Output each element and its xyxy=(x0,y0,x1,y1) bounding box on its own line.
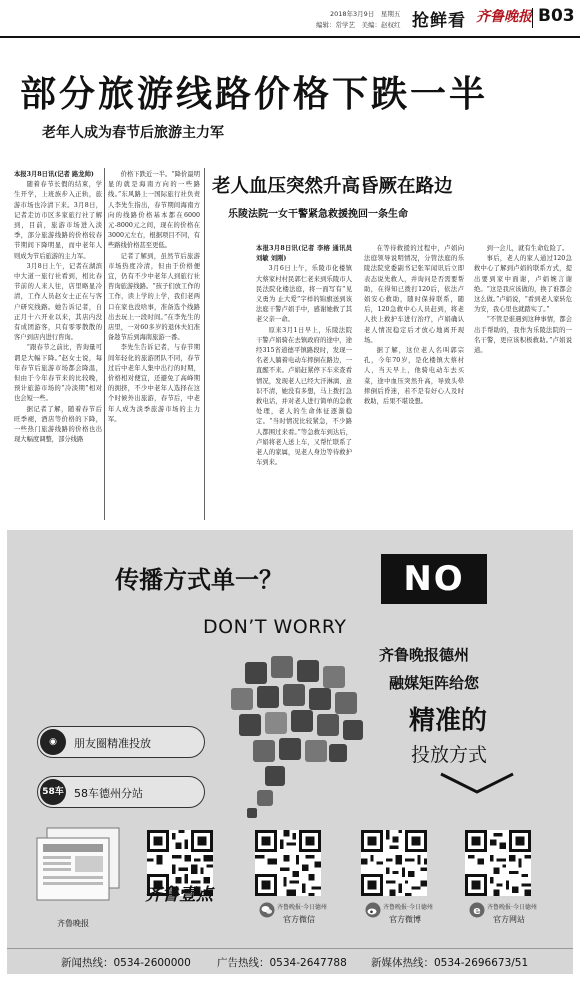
qr-label-wechat: 官方微信 xyxy=(283,915,315,924)
ad-dont-worry: DON’T WORRY xyxy=(203,616,347,638)
hotline-bar xyxy=(7,948,573,970)
paragraph: 3月6日上午，乐陵市化楼镇大蔡家村村民郭仁老来到乐陵市人民法院化楼法庭，将一面写有“见义勇为 止大爱”字样的锦旗送到该法庭干警卢娟手中，感谢她救了其老父亲一命。 xyxy=(256,265,352,324)
qr-caption: 齐鲁晚报·今日德州 xyxy=(487,904,537,911)
browser-e-icon xyxy=(469,902,485,918)
header-divider xyxy=(532,8,533,28)
chevron-down-icon xyxy=(437,770,517,798)
editor-credit: 编辑：常学艺 美编：赵权红 xyxy=(316,21,401,29)
qr-label-weibo: 官方微博 xyxy=(389,915,421,924)
ad-right-line-3: 精准的 xyxy=(409,706,488,736)
advertisement xyxy=(7,530,573,974)
paragraph: 原来3月1日早上，乐陵法院干警卢娟骑在去镇政府的途中，途经315省道德平镇路段时，发现一名老人躺着电动车摔倒在路边，一直醒不来。卢娟赶紧停下车来查看情况，发现老人已经大汗淋漓、意识不清，她没有多想，马上拨打急救电话，并对老人进行简单的急救处理，老人的生命体征逐渐稳定。“当时情况比较紧急，不少路人都围过来看。”等急救车到达后，卢娟将老人送上车，又帮忙联系了老人的家属，见老人身边等待救护车到来。 xyxy=(256,326,352,467)
article2-column-2 xyxy=(364,244,464,520)
column-divider xyxy=(104,168,105,520)
qr-caption: 齐鲁晚报·今日德州 xyxy=(277,904,327,911)
thumb-caption: 齐鲁晚报 xyxy=(57,919,89,928)
svg-text:e: e xyxy=(473,904,481,917)
article2-column-3 xyxy=(474,244,572,520)
qr-label-website: 官方网站 xyxy=(493,915,525,924)
pill-label: 58车德州分站 xyxy=(74,787,143,800)
ad-hotline: 广告热线：0534-2647788 xyxy=(217,957,347,969)
ad-right-line-4: 投放方式 xyxy=(411,744,488,766)
issue-date: 2018年3月9日 星期五 xyxy=(330,10,401,18)
wechat-moments-pill xyxy=(37,726,205,758)
new-media-hotline: 新媒体热线：0534-2696673/51 xyxy=(371,957,529,969)
news-hotline: 新闻热线：0534-2600000 xyxy=(61,957,191,969)
article1-column-2 xyxy=(108,170,200,518)
page-number: B03 xyxy=(538,6,575,26)
article2-headline: 老人血压突然升高昏厥在路边 xyxy=(212,176,453,197)
qr-code-icon xyxy=(255,830,321,896)
paragraph: “不管是谁遇到这种事情，都会出手帮助的，我作为乐陵法院的一名干警，更应该积极救助。”卢娟说道。 xyxy=(474,316,572,355)
ad-question: 传播方式单一？ xyxy=(115,566,283,594)
subheadline: 老年人成为春节后旅游主力军 xyxy=(42,125,224,141)
paragraph: 在等待救援的过程中，卢娟向法庭领导说明情况，分管法庭的乐陵法院党委副书记张军闻讯后立即表态说先救人，并询问是否需要帮助，在得知已拨打120后，依法卢娟安心救助，随时保持联系，随后，120急救中心人员赶到，将老人扶上救护车进行治疗，卢娟确认老人情况稳定后才放心地离开现场。 xyxy=(364,245,464,344)
weibo-icon xyxy=(365,902,381,918)
article2-dateline: 本报3月8日讯(记者 李榕 通讯员 刘敏 刘刚) xyxy=(256,245,352,263)
pill-label: 朋友圈精准投放 xyxy=(74,737,151,750)
paragraph: “跟春节之前比，咨询量可谓是大幅下降。”赵女士说，每年春节后旅游市场都会降温，但由于今年春节来的比较晚，预计旅游市场的“冷淡期”相对也会短一些。 xyxy=(14,344,102,403)
headline: 部分旅游线路价格下跌一半 xyxy=(20,74,489,115)
page-header xyxy=(0,0,580,38)
paragraph: 李先生告诉记者，与春节期间年轻化的旅游团队不同，春节过后中老年人集中出行的时期，价格相对便宜，还避免了高峰期的拥挤，不少中老年人选择在这个时候外出旅游，春节后，中老年人成为淡季旅游市场的主力军。 xyxy=(108,344,200,423)
ad-right-line-2: 融媒矩阵给您 xyxy=(389,674,480,692)
58car-logo-icon: 58车 xyxy=(40,779,66,805)
paragraph: 随着春节长假的结束，学生开学，上班族步入正轨，旅游市场也冷清下来。3月8日，记者走访市区多家旅行社了解到，目前，旅游市场进入淡季，部分旅游线路的价格较春节期间下降明显，而中老年人则成为节后旅游的主力军。 xyxy=(14,181,102,260)
paragraph: 3月8日上午，记者在湖滨中大道一旅行社看到，相比春节前的人来人往，店里略显冷清，工作人员赵女士正在与客户研究线路。她告诉记者，自正月十六开业以来，其店内没有成团游客，只有零零散散的客户到店内进行咨询。 xyxy=(14,262,102,342)
58car-pill xyxy=(37,776,205,808)
wechat-icon xyxy=(259,902,275,918)
article1-dateline: 本报3月8日讯(记者 路龙帅) xyxy=(14,171,94,178)
camera-shutter-icon: ◉ xyxy=(40,729,66,755)
article1-column-1 xyxy=(14,170,102,518)
column-divider xyxy=(204,168,205,520)
paragraph: 据记者了解，随着春节后旺季褪，酒店等价格的下降，一些热门旅游线路的价格也出现大幅度调整，部分线路 xyxy=(14,405,102,444)
paragraph: 据了解，这位老人名叫郭宗孔，今年70岁，是化楼镇大蔡村人，当天早上，他骑电动车去买菜，途中血压突然升高，导致头晕摔倒后昏迷，若不是有好心人及时救助，后果不堪设想。 xyxy=(364,347,464,406)
ad-right-line-1: 齐鲁晚报德州 xyxy=(379,646,470,664)
qilu-yidian-brand: 齐鲁壹点 xyxy=(145,885,213,905)
ad-no-badge: NO xyxy=(381,554,487,604)
qr-code-icon xyxy=(361,830,427,896)
newspaper-thumbnail xyxy=(29,826,123,912)
paragraph: 到一会儿，就有生命危险了。 xyxy=(486,245,569,252)
article2-subheadline: 乐陵法院一女干警紧急救援挽回一条生命 xyxy=(228,209,408,220)
qr-code-icon xyxy=(465,830,531,896)
qr-caption: 齐鲁晚报·今日德州 xyxy=(383,904,433,911)
paragraph: 记者了解到，虽然节后旅游市场热度冷清，但由于价格便宜，仍有不少中老年人到旅行社咨询旅游线路。“孩子们放工作的工作，读上学的上学，我们老两口在家也没啥事，准备选个线路出去玩上一段时间。”在李先生的店里，一对60多岁的退休夫妇准备趁节后到海南旅游一番。 xyxy=(108,252,200,342)
newspaper-logo: 齐鲁晚报 xyxy=(476,9,532,25)
paragraph: 事后，老人的家人通过120急救中心了解到卢娟的联系方式，提出要到家中面谢，卢娟婉言谢绝。“这是我应该做的，换了谁都会这么做。”卢娟说，“看到老人家转危为安，我心里也就踏实了。” xyxy=(474,255,572,314)
article2-column-1 xyxy=(256,244,352,520)
paragraph: 价格下跌近一半。“降价最明显的就是海南方向的一些路线。”东风路上一国际旅行社负责人李先生指出，春节期间海南方向的线路价格基本都在6000元-8000元之间，现在的价格在3000元左右，根据项目不同，有些路线价格甚至更低。 xyxy=(108,171,200,250)
puzzle-speech-bubble-icon xyxy=(225,652,375,822)
section-name: 抢鲜看 xyxy=(412,11,466,31)
